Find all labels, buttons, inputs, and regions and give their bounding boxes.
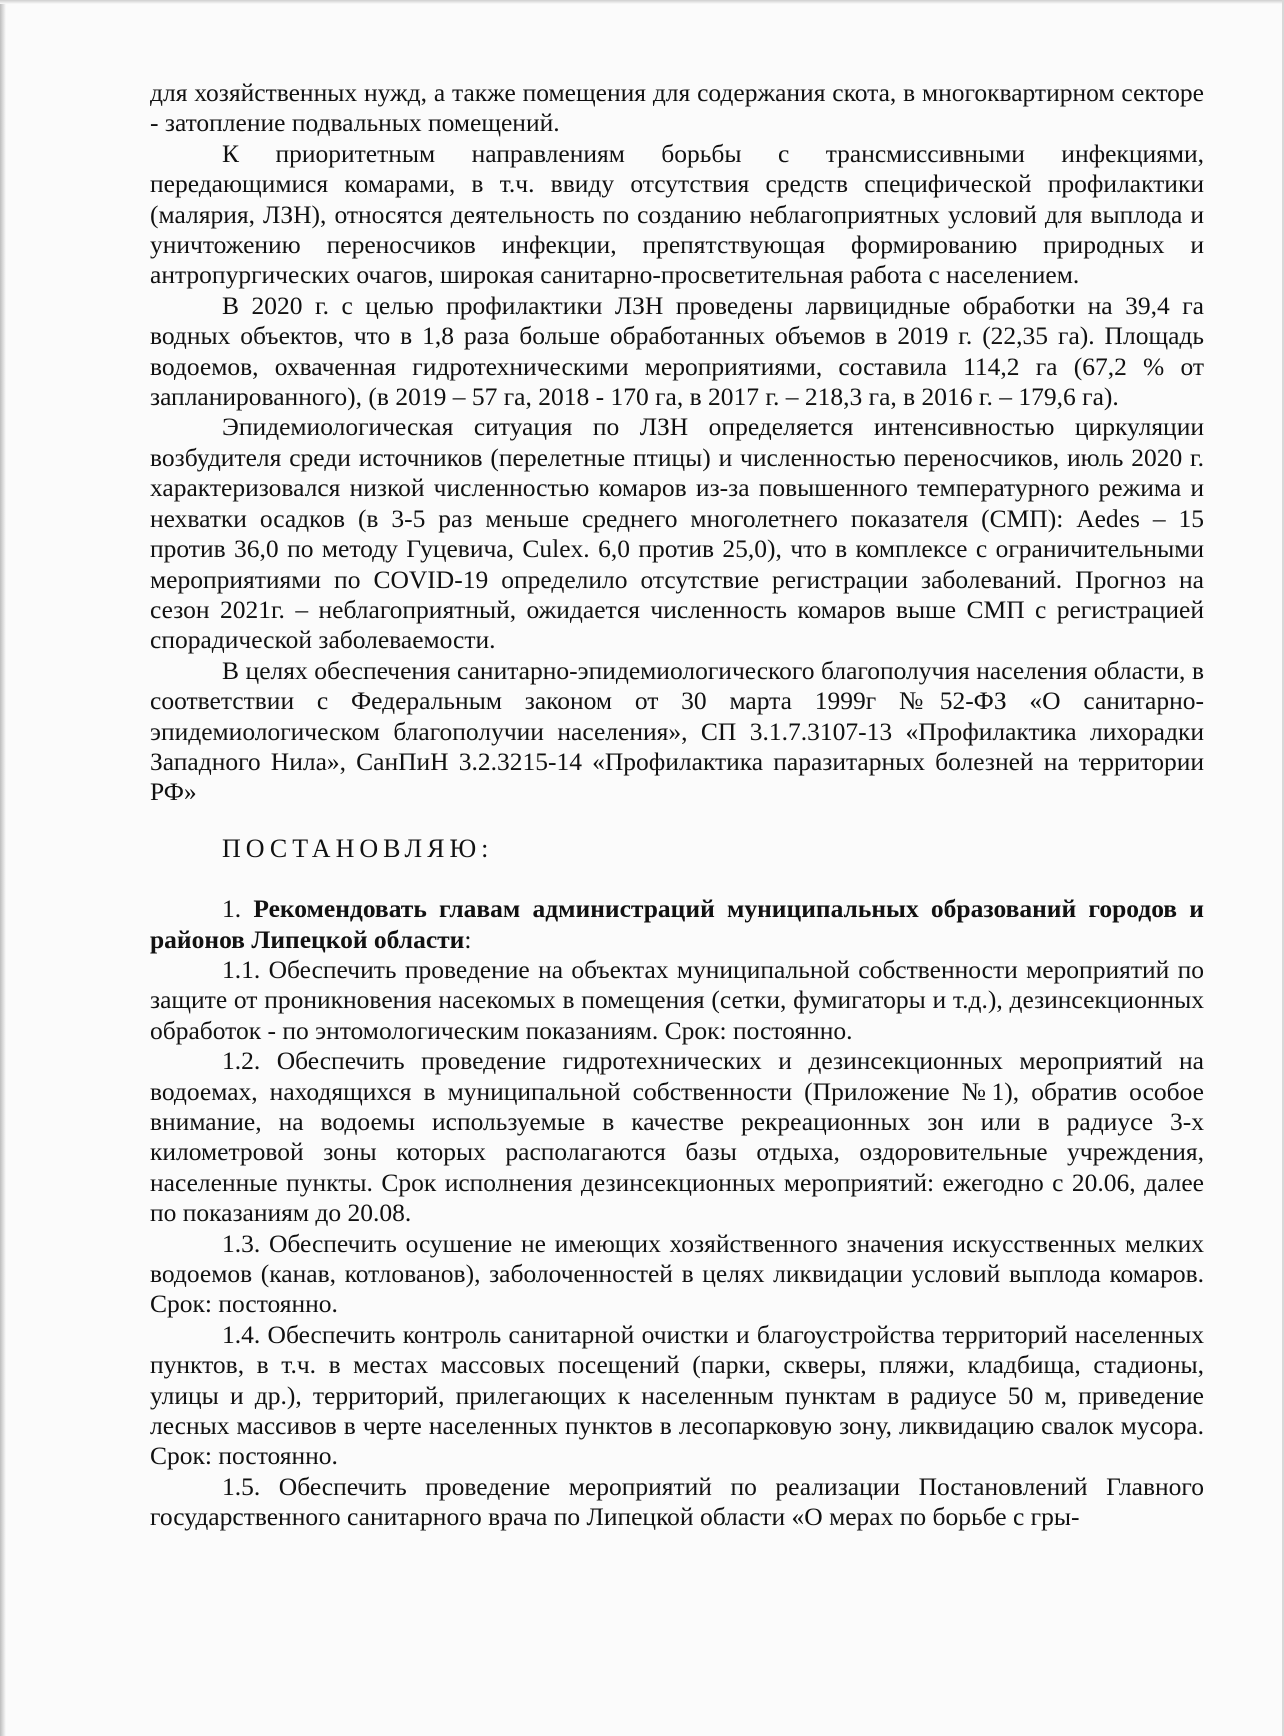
resolution-heading: ПОСТАНОВЛЯЮ: xyxy=(222,833,494,863)
paragraph-2020-treatments: В 2020 г. с целью профилактики ЛЗН проведены ларвицидные обработки на 39,4 га водных объектов, что в 1,8 раза больше обработанных объемов в 2019 г. (22,35 га). Площадь водоемов, охваченная гидротехническими мероприятиями, составила 114,2 га (67,2 % от запланированного), (в 2019 – 57 га, 2018 - 170 га, в 2017 г. – 218,3 га, в 2016 г. – 179,6 га). xyxy=(150,290,1204,412)
page-edge-shadow xyxy=(0,0,6,1736)
subitem-1-5: 1.5. Обеспечить проведение мероприятий по реализации Постановлений Главного государственного санитарного врача по Липецкой области «О мерах по борьбе с гры- xyxy=(150,1471,1204,1532)
subitem-1-2: 1.2. Обеспечить проведение гидротехнических и дезинсекционных мероприятий на водоемах, находящихся в муниципальной собственности (Приложение №1), обратив особое внимание, на водоемы используемые в качестве рекреационных зон или в радиусе 3-х километровой зоны которых располагаются базы отдыха, оздоровительные учреждения, населенные пункты. Срок исполнения дезинсекционных мероприятий: ежегодно с 20.06, далее по показаниям до 20.08. xyxy=(150,1046,1204,1228)
subitem-1-4: 1.4. Обеспечить контроль санитарной очистки и благоустройства территорий населенных пунктов, в т.ч. в местах массовых посещений (парки, скверы, пляжи, кладбища, стадионы, улицы и др.), территорий, прилегающих к населенным пунктам в радиусе 50 м, приведение лесных массивов в черте населенных пунктов в лесопарковую зону, ликвидацию свалок мусора. Срок: постоянно. xyxy=(150,1319,1204,1471)
paragraph-continuation: для хозяйственных нужд, а также помещения для содержания скота, в многоквартирном секторе - затопление подвальных помещений. xyxy=(150,78,1204,138)
item-1-title: Рекомендовать главам администраций муниципальных образований городов и районов Липецкой области xyxy=(150,894,1204,954)
paragraph-epidemiology: Эпидемиологическая ситуация по ЛЗН определяется интенсивностью циркуляции возбудителя среди источников (перелетные птицы) и численностью переносчиков, июль 2020 г. характеризовался низкой численностью комаров из-за повышенного температурного режима и нехватки осадков (в 3-5 раз меньше среднего многолетнего показателя (СМП): Aedes – 15 против 36,0 по методу Гуцевича, Culex. 6,0 против 25,0), что в комплексе с ограничительными мероприятиями по COVID-19 определило отсутствие регистрации заболеваний. Прогноз на сезон 2021г. – неблагоприятный, ожидается численность комаров выше СМП с регистрацией спорадической заболеваемости. xyxy=(150,412,1204,655)
item-1 xyxy=(150,894,1204,955)
page-top-shadow xyxy=(0,0,1284,4)
subitem-1-1: 1.1. Обеспечить проведение на объектах муниципальной собственности мероприятий по защите от проникновения насекомых в помещения (сетки, фумигаторы и т.д.), дезинсекционных обработок - по энтомологическим показаниям. Срок: постоянно. xyxy=(150,954,1204,1045)
item-1-number: 1. xyxy=(222,894,242,924)
subitem-1-3: 1.3. Обеспечить осушение не имеющих хозяйственного значения искусственных мелких водоемов (канав, котлованов), заболоченностей в целях ликвидации условий выплода комаров. Срок: постоянно. xyxy=(150,1228,1204,1319)
item-1-colon: : xyxy=(464,924,472,954)
paragraph-legal-basis: В целях обеспечения санитарно-эпидемиологического благополучия населения области, в соответствии с Федеральным законом от 30 марта 1999г №52-ФЗ «О санитарно-эпидемиологическом благополучии населения», СП 3.1.7.3107-13 «Профилактика лихорадки Западного Нила», СанПиН 3.2.3215-14 «Профилактика паразитарных болезней на территории РФ» xyxy=(150,655,1204,807)
paragraph-priorities: К приоритетным направлениям борьбы с трансмиссивными инфекциями, передающимися комарами, в т.ч. ввиду отсутствия средств специфической профилактики (малярия, ЛЗН), относятся деятельность по созданию неблагоприятных условий для выплода и уничтожению переносчиков инфекции, препятствующая формированию природных и антропургических очагов, широкая санитарно-просветительная работа с населением. xyxy=(150,138,1204,290)
